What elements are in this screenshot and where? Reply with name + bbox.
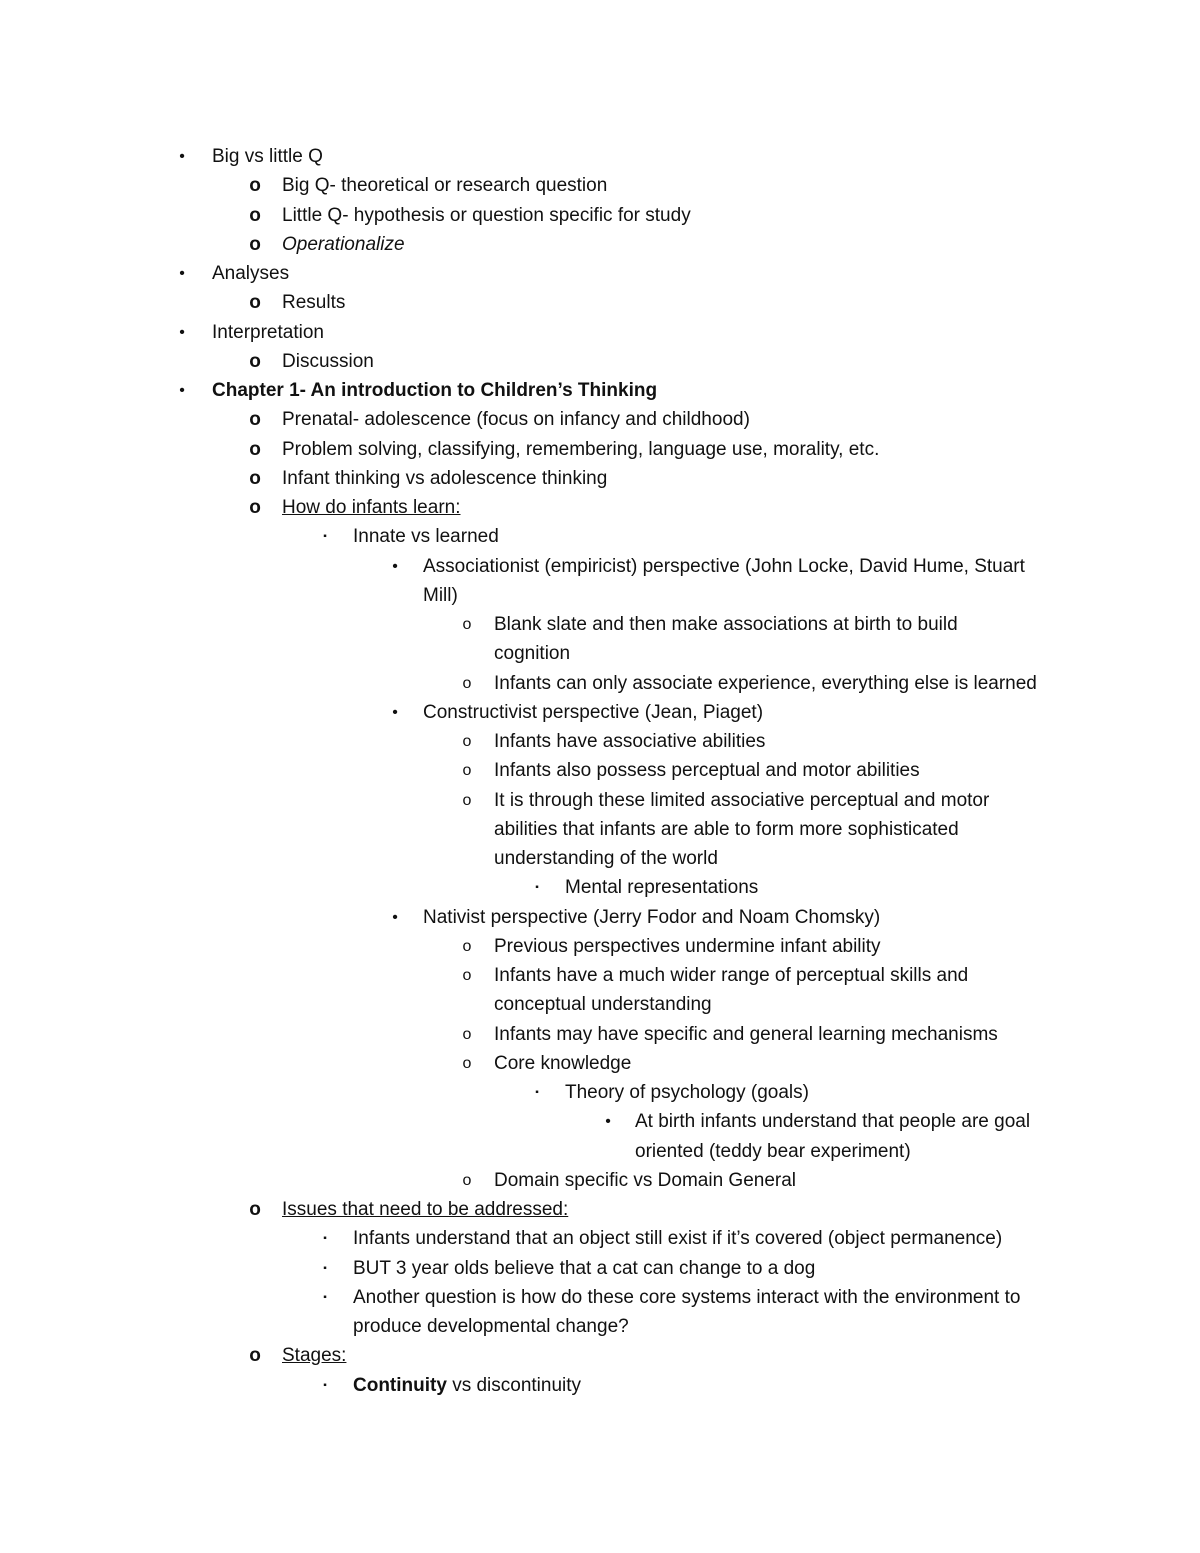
bullet-marker: o [249, 467, 261, 489]
bullet-marker: o [462, 674, 472, 692]
outline-text: It is through these limited associative perceptual and motor [494, 789, 990, 811]
outline-text: produce developmental change? [353, 1316, 629, 1337]
bullet-marker: o [249, 233, 261, 255]
bullet-marker: o [462, 1025, 472, 1043]
outline-text: oriented (teddy bear experiment) [635, 1140, 911, 1162]
bullet-marker: o [462, 733, 472, 750]
outline-text: Prenatal- adolescence (focus on infancy and childhood) [282, 409, 750, 431]
outline-text: abilities that infants are able to form more sophisticated [494, 818, 959, 840]
outline-text: Infant thinking vs adolescence thinking [282, 467, 608, 489]
bullet-marker: ▪ [323, 1262, 327, 1274]
outline-text: Theory of psychology (goals) [565, 1082, 809, 1103]
outline-text: Discussion [282, 350, 374, 372]
bullet-marker: o [462, 967, 472, 984]
bullet-marker: o [249, 1199, 261, 1220]
outline-text: Associationist (empiricist) perspective (John Locke, David Hume, Stuart [423, 555, 1025, 577]
outline-text: Mental representations [565, 877, 759, 899]
bullet-marker: o [249, 409, 261, 431]
outline-text: Infants also possess perceptual and motor abilities [494, 760, 920, 782]
outline-text: Another question is how do these core systems interact with the environment to [353, 1286, 1021, 1308]
bullet-marker: ▪ [323, 1233, 327, 1245]
bullet-marker: o [462, 791, 472, 809]
outline-text: Problem solving, classifying, remembering, language use, morality, etc. [282, 438, 880, 460]
outline-text: Previous perspectives undermine infant ability [494, 935, 881, 957]
outline-text: understanding of the world [494, 848, 718, 869]
outline-text: Nativist perspective (Jerry Fodor and Noam Chomsky) [423, 906, 881, 928]
outline-text: Big Q- theoretical or research question [282, 175, 608, 197]
outline-text: Operationalize [282, 233, 405, 255]
outline-text: Chapter 1- An introduction to Children’s Thinking [212, 380, 658, 401]
bullet-marker: o [462, 762, 472, 780]
bullet-marker: o [249, 1345, 261, 1367]
outline-text: Infants understand that an object still exist if it’s covered (object permanence) [353, 1228, 1003, 1250]
bullet-marker: o [462, 1054, 472, 1072]
outline-text: How do infants learn: [282, 497, 461, 518]
outline-text-rest: vs discontinuity [452, 1374, 582, 1396]
bullet-marker: o [249, 438, 261, 460]
outline-text: Core knowledge [494, 1052, 632, 1074]
bullet-marker: • [179, 382, 185, 399]
bullet-marker: o [462, 1171, 472, 1189]
bullet-marker: o [462, 616, 472, 633]
bullet-marker: ▪ [323, 1379, 327, 1391]
bullet-marker: • [392, 703, 398, 721]
bullet-marker: o [249, 204, 261, 226]
outline-text: cognition [494, 643, 571, 665]
bullet-marker: ▪ [323, 1291, 327, 1303]
outline-text: Stages: [282, 1345, 347, 1367]
bullet-marker: o [249, 350, 261, 372]
bullet-marker: ▪ [323, 531, 327, 543]
outline-text: Big vs little Q [212, 146, 323, 167]
outline-text: At birth infants understand that people are goal [635, 1111, 1031, 1133]
outline-text: Domain specific vs Domain General [494, 1169, 797, 1191]
outline-text: Innate vs learned [353, 526, 499, 548]
bullet-marker: • [605, 1113, 611, 1131]
outline-text [353, 1371, 581, 1400]
outline-text: Infants may have specific and general learning mechanisms [494, 1023, 998, 1045]
outline-text: Infants have a much wider range of perceptual skills and [494, 965, 969, 986]
bullet-marker: • [179, 323, 185, 341]
outline-text: Analyses [212, 263, 290, 284]
outline-text: Interpretation [212, 321, 324, 343]
bullet-marker: ▪ [535, 882, 539, 894]
bullet-marker: o [249, 497, 261, 518]
outline-text: Constructivist perspective (Jean, Piaget) [423, 701, 764, 723]
outline-text: BUT 3 year olds believe that a cat can change to a dog [353, 1257, 816, 1279]
bullet-marker: • [392, 908, 398, 926]
outline-text: Issues that need to be addressed: [282, 1199, 569, 1220]
outline-text: Little Q- hypothesis or question specific for study [282, 204, 691, 226]
bullet-marker: o [462, 937, 472, 955]
bullet-marker: ▪ [535, 1087, 539, 1098]
outline-text: Results [282, 292, 346, 314]
bullet-marker: • [179, 148, 185, 165]
bold-term: Continuity [353, 1374, 453, 1396]
bullet-marker: o [249, 292, 261, 314]
bullet-marker: • [392, 557, 398, 575]
bullet-marker: • [179, 265, 185, 282]
bullet-marker: o [249, 175, 261, 197]
outline-text: conceptual understanding [494, 994, 712, 1016]
outline-text: Blank slate and then make associations at birth to build [494, 614, 958, 635]
outline-text: Infants can only associate experience, everything else is learned [494, 672, 1037, 694]
outline-text: Mill) [423, 584, 458, 606]
outline-text: Infants have associative abilities [494, 731, 766, 752]
